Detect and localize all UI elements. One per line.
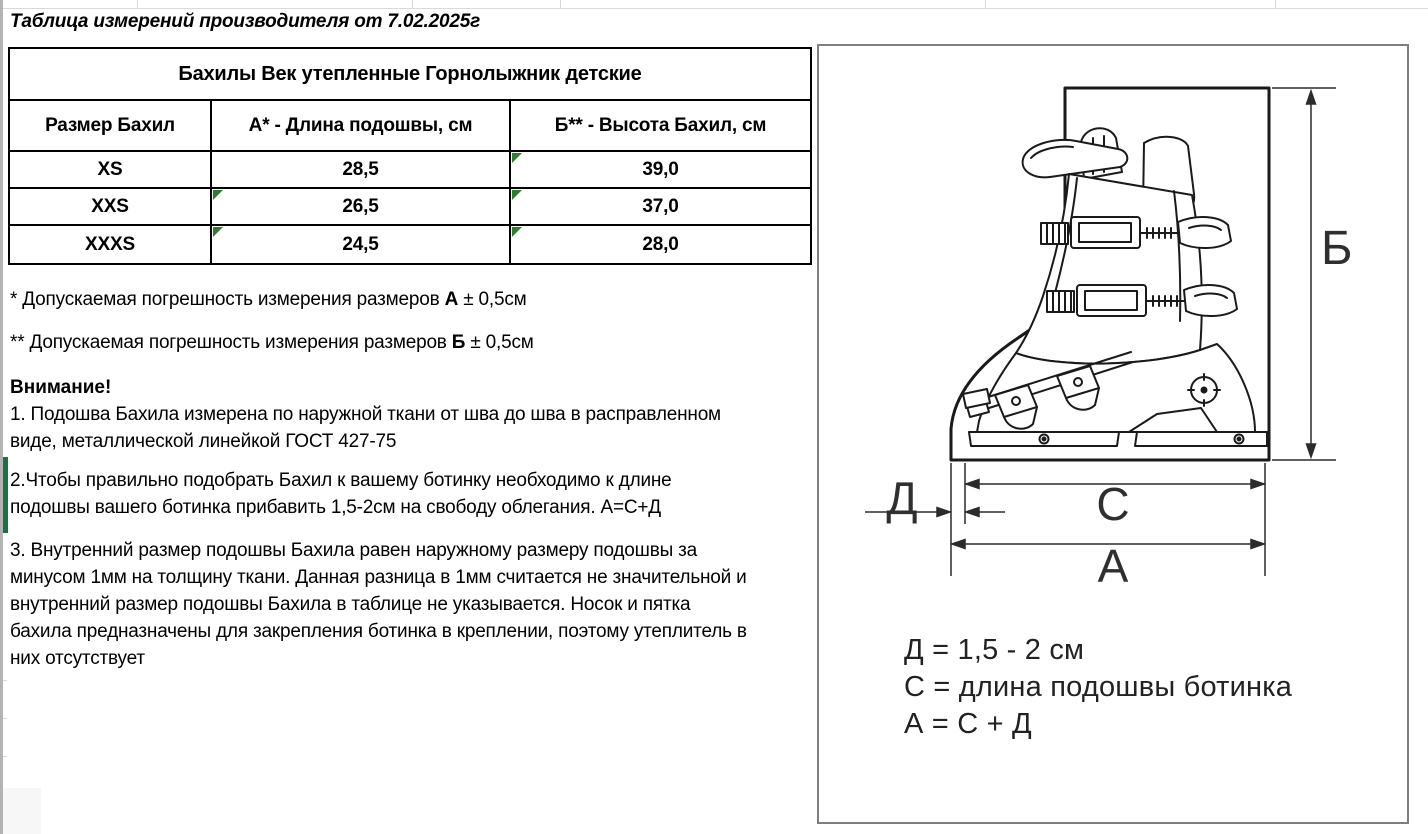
note-text: ± 0,5см	[458, 289, 527, 310]
gridline-stub	[1275, 0, 1276, 8]
label-gap: Д	[886, 472, 918, 524]
height-cell: 39,0	[511, 152, 810, 187]
column-header-sole-length: А* - Длина подошвы, см	[212, 101, 511, 150]
gridline-stub	[137, 0, 138, 8]
label-sole: С	[1096, 478, 1130, 530]
label-total: А	[1097, 540, 1129, 592]
table-row	[10, 226, 810, 263]
product-title: Бахилы Век утепленные Горнолыжник детские	[10, 49, 810, 101]
column-header-height: Б** - Высота Бахил, см	[554, 114, 767, 136]
size-cell: XXS	[10, 189, 212, 224]
size-cell: XS	[10, 152, 212, 187]
sole-length-cell: 24,5	[212, 226, 511, 263]
legend-line-gap: Д = 1,5 - 2 см	[904, 634, 1085, 666]
sheet-margin-band	[3, 788, 41, 834]
gridline-stub	[985, 0, 986, 8]
table-row	[10, 189, 810, 226]
gridline-stub	[560, 0, 561, 8]
diagram-legend	[904, 632, 1292, 743]
gridline-stub	[412, 0, 413, 8]
window-left-edge	[0, 0, 3, 834]
table-header-row	[10, 101, 810, 152]
note-text: * Допускаемая погрешность измерения размеров	[10, 289, 445, 310]
page-title: Таблица измерений производителя от 7.02.2025г	[10, 11, 481, 32]
note-letter: Б	[451, 332, 466, 353]
tolerance-note-a	[10, 289, 527, 311]
column-header-size: Размер Бахил	[10, 101, 212, 150]
table-row	[10, 152, 810, 189]
sole-length-cell: 28,5	[212, 152, 511, 187]
attention-heading: Внимание!	[10, 377, 112, 398]
height-cell: 37,0	[511, 189, 810, 224]
label-height: Б	[1321, 222, 1353, 275]
diagram-panel	[817, 44, 1409, 824]
row-change-marker	[3, 457, 8, 533]
note-paragraph-1: 1. Подошва Бахила измерена по наружной ткани от шва до шва в расправленном виде, металлической линейкой ГОСТ 427-75	[10, 404, 721, 452]
note-text: ** Допускаемая погрешность измерения размеров	[10, 332, 452, 353]
note-paragraph-2: 2.Чтобы правильно подобрать Бахил к вашему ботинку необходимо к длине подошвы вашего ботинка прибавить 1,5-2см на свободу облегания. А=С+Д	[10, 470, 672, 518]
sole-length-cell: 26,5	[212, 189, 511, 224]
height-cell: 28,0	[511, 226, 810, 263]
note-letter: А	[444, 289, 459, 310]
legend-line-sole: С = длина подошвы ботинка	[904, 671, 1293, 703]
tolerance-note-b	[10, 332, 534, 354]
note-paragraph-3: 3. Внутренний размер подошвы Бахила равен наружному размеру подошвы за минусом 1мм на толщину ткани. Данная разница в 1мм считается не значительной и внутренний размер подошвы Бахила в таблице не указывается. Носок и пятка бахила предназначены для закрепления ботинка в креплении, поэтому утеплитель в них отсутствует	[10, 540, 747, 669]
size-cell: XXXS	[10, 226, 212, 263]
gridline-top	[0, 8, 1428, 9]
note-text: ± 0,5см	[465, 332, 534, 353]
measurement-table	[8, 47, 812, 265]
legend-line-total: А = С + Д	[904, 708, 1032, 740]
